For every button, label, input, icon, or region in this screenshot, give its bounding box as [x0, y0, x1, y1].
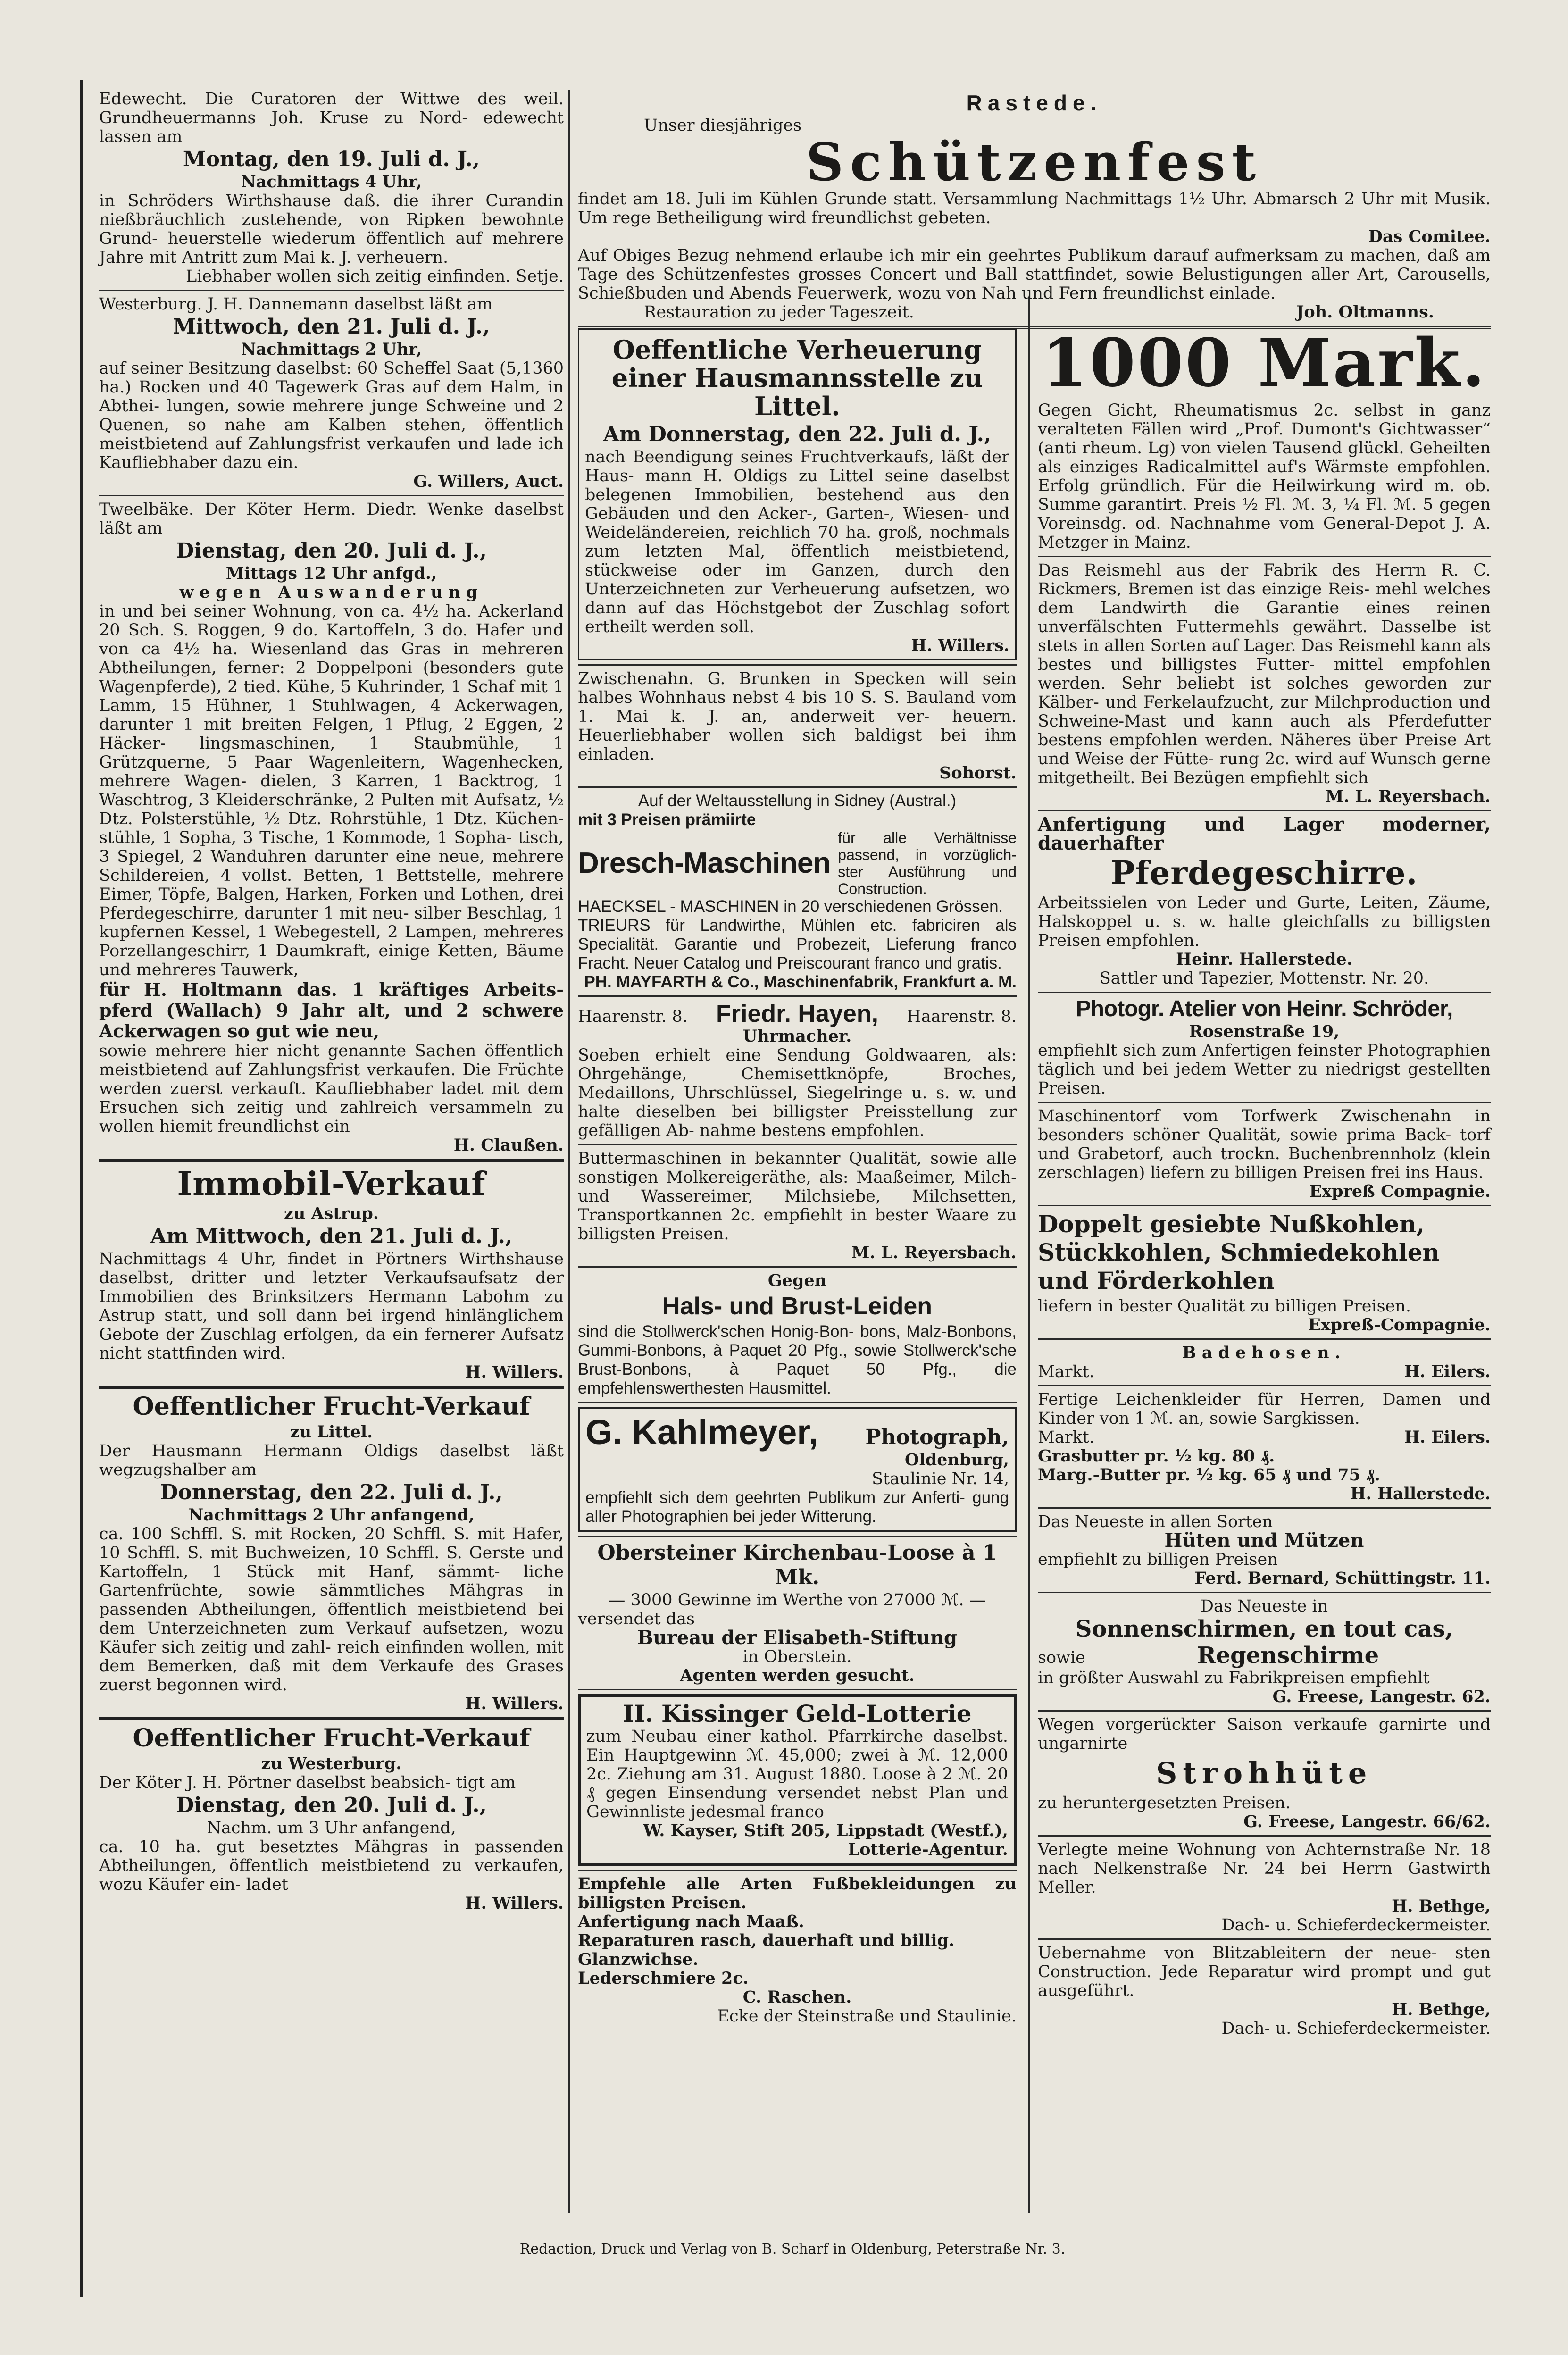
ad-signature: H. Bethge,	[1392, 2000, 1491, 2019]
ad-pferdegeschirre	[1038, 815, 1491, 988]
ad-line: Regenschirme	[1197, 1642, 1379, 1669]
ad-body: ca. 10 ha. gut besetztes Mähgras in passenden Abtheilungen, öffentlich meistbietend zu verkaufen, wozu Käufer ein- ladet	[99, 1837, 564, 1894]
newspaper-page	[90, 90, 1495, 2283]
ad-edewecht	[99, 90, 564, 286]
ad-immobil-verkauf	[99, 1166, 564, 1382]
ad-pre: Gegen	[767, 1271, 827, 1290]
divider	[1038, 1710, 1491, 1712]
ad-line: Auf der Weltausstellung in Sidney (Austral.)	[638, 792, 957, 810]
ad-date: Am Mittwoch, den 21. Juli d. J.,	[150, 1224, 513, 1248]
ad-title: Oeffentlicher Frucht-Verkauf	[133, 1392, 530, 1421]
ad-time: Nachmittags 2 Uhr anfangend,	[188, 1505, 475, 1525]
divider	[578, 995, 1017, 997]
ad-line: TRIEURS für Landwirthe, Mühlen etc. fabriciren als Specialität. Garantie und Probezeit, Lieferung franco Fracht. Neuer Catalog und Preiscourant franco und gratis.	[578, 916, 1017, 972]
ad-buttermaschinen	[578, 1149, 1017, 1262]
divider	[578, 1144, 1017, 1145]
ad-line: mit 3 Preisen prämiirte	[578, 810, 756, 829]
ad-place: Markt.	[1038, 1362, 1094, 1381]
ad-line: empfiehlt zu billigen Preisen	[1038, 1550, 1278, 1569]
ad-line: Das Neueste in	[1200, 1597, 1328, 1616]
ad-line: Hüten und Mützen	[1164, 1529, 1364, 1552]
ad-body: empfiehlt sich zum Anfertigen feinster Photographien täglich und bei jedem Wetter zu niedrigst gestellten Preisen.	[1038, 1041, 1491, 1098]
ad-title: Obersteiner Kirchenbau-Loose à 1 Mk.	[597, 1541, 997, 1589]
ad-name: G. Kahlmeyer,	[585, 1412, 818, 1452]
divider	[1038, 1835, 1491, 1837]
ad-line: Marg.-Butter pr. ½ kg. 65 ₰ und 75 ₰.	[1038, 1465, 1380, 1485]
ad-date: Am Donnerstag, den 22. Juli d. J.,	[603, 422, 992, 446]
ad-body: Buttermaschinen in bekannter Qualität, sowie alle sonstigen Molkereigeräthe, als: Maaßeimer, Milch- und Wassereimer, Milchsiebe, Milchsetten, Transportkannen 2c. empfiehlt in bester Waare zu billigsten Preisen.	[578, 1149, 1017, 1244]
ad-title: Badehosen.	[1182, 1343, 1346, 1362]
ad-time: Mittags 12 Uhr anfgd.,	[225, 564, 437, 583]
ad-date: Montag, den 19. Juli d. J.,	[183, 147, 480, 171]
ad-footer-row	[1038, 1362, 1491, 1381]
ad-leichenkleider	[1038, 1390, 1491, 1447]
ad-butter	[1038, 1447, 1491, 1503]
ad-body: Fertige Leichenkleider für Herren, Damen und Kinder von 1 ℳ. an, sowie Sargkissen.	[1038, 1390, 1491, 1428]
ad-date: Dienstag, den 20. Juli d. J.,	[176, 1793, 487, 1817]
divider	[1038, 992, 1491, 993]
ad-zwischenahn	[578, 669, 1017, 783]
ad-line: Wegen vorgerückter Saison verkaufe garnirte und ungarnirte	[1038, 1715, 1491, 1753]
ad-title: Dresch-Maschinen	[578, 847, 831, 879]
ad-address: Haarenstr. 8.	[907, 1007, 1017, 1026]
divider	[578, 1689, 1017, 1690]
ad-body: Maschinentorf vom Torfwerk Zwischenahn in besonders schöner Qualität, sowie prima Back- torf und Grabetorf, auch trockn. Buchenbrennholz (klein zerschlagen) liefern zu billigen Preisen frei ins Haus.	[1038, 1107, 1491, 1182]
ad-signature: H. Bethge,	[1392, 1896, 1491, 1916]
ad-job: Uhrmacher.	[742, 1027, 852, 1046]
ad-title: Pferdegeschirre.	[1110, 854, 1418, 892]
ad-signature: G. Freese, Langestr. 66/62.	[1243, 1812, 1491, 1831]
ad-signature: M. L. Reyersbach.	[851, 1243, 1017, 1262]
ad-kissinger-lotterie	[578, 1694, 1017, 1866]
ad-signature: W. Kayser, Stift 205, Lippstadt (Westf.), Lotterie-Agentur.	[643, 1821, 1008, 1859]
ad-street: Staulinie Nr. 14,	[872, 1470, 1009, 1488]
ad-body: in und bei seiner Wohnung, von ca. 4½ ha. Ackerland 20 Sch. S. Roggen, 9 do. Kartoffeln, 3 do. Hafer und von ca 4½ ha. Wiesenland das Gras in mehreren Abtheilungen, ferner: 2 Doppelponi (besonders gute Wagenpferde), 2 tied. Kühe, 5 Kuhrinder, 1 Schaf mit 1 Lamm, 15 Hühner, 1 Stuhlwagen, 4 Ackerwagen, darunter 1 mit breiten Felgen, 1 Pflug, 2 Eggen, 2 Häcker- lingsmaschinen, 1 Staubmühle, 1 Grützquerne, 5 Paar Wagenleitern, Wagenhecken, mehrere Wagen- dielen, 3 Karren, 1 Backtrog, 1 Waschtrog, 3 Kleiderschränke, 2 Pulten mit Aufsatz, ½ Dtz. Polsterstühle, ½ Dtz. Rohrstühle, 1 Dtz. Küchen- stühle, 1 Sopha, 3 Tische, 1 Kommode, 1 Sopha- tisch, 3 Spiegel, 2 Wanduhren darunter eine neue, mehrere Schildereien, 4 vollst. Betten, 1 Bettstelle, mehrere Eimer, Töpfe, Balgen, Harken, Forken und Lothen, drei Pferdegeschirre, darunter 1 mit neu- silber Beschlag, 1 kupfernen Kessel, 1 Webegestell, 2 Lampen, mehreres Porzellangeschirr, 1 Daumkraft, einige Ketten, Bäume und mehreres Tauwerk,	[99, 602, 564, 979]
ad-signature: PH. MAYFARTH & Co., Maschinenfabrik, Frankfurt a. M.	[584, 973, 1017, 991]
ad-body: Auf Obiges Bezug nehmend erlaube ich mir ein geehrtes Publikum darauf aufmerksam zu machen, daß am Tage des Schützenfestes grosses Concert und Ball stattfindet, sowie Belustigungen aller Art, Carousells, Schießbuden und Abends Feuerwerk, wozu von Nah und Fern freundlichst einlade.	[578, 246, 1491, 303]
ad-head: Der Hausmann Hermann Oldigs daselbst läßt wegzugshalber am	[99, 1442, 564, 1479]
ad-signature: H. Eilers.	[1404, 1362, 1491, 1381]
ad-line: Lederschmiere 2c.	[578, 1969, 749, 1988]
ad-1000-mark	[1038, 326, 1491, 552]
ad-row	[1038, 1642, 1491, 1669]
ad-body: Soeben erhielt eine Sendung Goldwaaren, als: Ohrgehänge, Chemisettknöpfe, Broches, Medaillons, Uhrschlüssel, Siegelringe u. s. w. und halte dieselben bei billigster Preisstellung zur gefälligen Ab- nahme bestens empfohlen.	[578, 1046, 1017, 1140]
ad-signature: Sohorst.	[939, 763, 1017, 783]
ad-frucht-verkauf-westerburg	[99, 1724, 564, 1913]
divider	[1038, 1385, 1491, 1386]
ad-line: zu heruntergesetzten Preisen.	[1038, 1794, 1291, 1812]
ad-footer-row	[1038, 1428, 1491, 1447]
ad-title: Doppelt gesiebte Nußkohlen, Stückkohlen, Schmiedekohlen und Förderkohlen	[1038, 1210, 1440, 1294]
ad-title: Hals- und Brust-Leiden	[662, 1293, 933, 1320]
ad-kahlmeyer	[578, 1407, 1017, 1532]
ad-side: für alle Verhältnisse passend, in vorzüglich- ster Ausführung und Construction.	[838, 829, 1017, 897]
ad-signature: Expreß Compagnie.	[1309, 1182, 1491, 1201]
ad-title: Photogr. Atelier von Heinr. Schröder,	[1076, 996, 1453, 1021]
divider	[99, 495, 564, 496]
ad-time: Nachm. um 3 Uhr anfangend,	[207, 1819, 456, 1837]
ad-title: Strohhüte	[1156, 1756, 1373, 1790]
ad-signature: H. Claußen.	[453, 1136, 564, 1155]
column-left	[99, 90, 564, 1913]
ad-signature: Liebhaber wollen sich zeitig einfinden. Setje.	[186, 267, 564, 286]
divider	[1038, 556, 1491, 557]
ad-title: Oeffentlicher Frucht-Verkauf	[133, 1724, 530, 1753]
ad-verheuerung-littel	[578, 328, 1017, 660]
column-rule	[568, 90, 570, 2213]
column-middle	[578, 326, 1017, 2026]
divider	[99, 290, 564, 291]
ad-title: Oeffentliche Verheuerung einer Hausmannsstelle zu Littel.	[611, 334, 983, 421]
ad-title: II. Kissinger Geld-Lotterie	[623, 1700, 972, 1728]
divider	[99, 1159, 564, 1162]
divider	[1038, 1205, 1491, 1206]
ad-restauration: Restauration zu jeder Tageszeit.	[644, 303, 914, 322]
divider	[578, 1266, 1017, 1268]
ad-signature: M. L. Reyersbach.	[1325, 787, 1491, 806]
ad-body: empfiehlt sich dem geehrten Publikum zur Anferti- gung aller Photographien bei jeder Witterung.	[585, 1488, 1009, 1526]
ad-header-row	[585, 1412, 1009, 1488]
ad-kohlen	[1038, 1210, 1491, 1335]
ad-line: in größter Auswahl zu Fabrikpreisen empfiehlt	[1038, 1669, 1430, 1687]
divider	[578, 1402, 1017, 1403]
ad-place: Markt.	[1038, 1428, 1094, 1447]
ad-place: Rastede.	[966, 91, 1102, 115]
ad-time: Nachmittags 4 Uhr,	[241, 172, 422, 192]
ad-tail: sowie mehrere hier nicht genannte Sachen öffentlich meistbietend auf Zahlungsfrist verkaufen. Die Früchte werden zuerst verkauft. Kaufliebhaber ladet mit dem Ersuchen sich zeitig und zahlreich versammeln zu wollen hiemit freundlichst ein	[99, 1042, 564, 1136]
ad-highlight: für H. Holtmann das. 1 kräftiges Arbeits- pferd (Wallach) 9 Jahr alt, und 2 schwere Ackerwagen so gut wie neu,	[99, 979, 564, 1042]
ad-line: — 3000 Gewinne im Werthe von 27000 ℳ. —	[609, 1591, 986, 1610]
ad-raschen	[578, 1875, 1017, 2026]
ad-place: zu Astrup.	[284, 1204, 379, 1223]
ad-frucht-verkauf-littel	[99, 1393, 564, 1713]
ad-line: Bureau der Elisabeth-Stiftung	[637, 1627, 958, 1649]
divider	[1038, 1102, 1491, 1103]
divider	[578, 664, 1017, 666]
ad-title: 1000 Mark.	[1042, 325, 1487, 402]
ad-signature: Expreß-Compagnie.	[1308, 1315, 1491, 1335]
ad-address: Ecke der Steinstraße und Staulinie.	[717, 2007, 1017, 2026]
ad-line: in Oberstein.	[742, 1647, 852, 1666]
ad-line: versendet das	[578, 1610, 695, 1628]
divider	[1038, 1592, 1491, 1593]
ad-footer-row	[578, 303, 1491, 322]
ad-head: Der Köter J. H. Pörtner daselbst beabsich- tigt am	[99, 1773, 516, 1792]
ad-title: Immobil-Verkauf	[177, 1165, 486, 1203]
ad-header-row	[578, 1001, 1017, 1027]
ad-body: Nachmittags 4 Uhr, findet in Pörtners Wirthshause daselbst, dritter und letzter Verkaufsaufsatz der Immobilien des Brinksitzers Hermann Labohm zu Astrup statt, und soll dann bei irgend hinlänglichem Gebote der Zuschlag erfolgen, da ein fernerer Aufsatz nicht stattfinden wird.	[99, 1250, 564, 1363]
ad-date: Mittwoch, den 21. Juli d. J.,	[173, 315, 490, 339]
ad-body: sind die Stollwerck'schen Honig-Bon- bons, Malz-Bonbons, Gummi-Bonbons, à Paquet 20 Pfg., sowie Stollwerck'sche Brust-Bonbons, à Paquet 50 Pfg., die empfehlenswerthesten Hausmittel.	[578, 1322, 1017, 1397]
ad-address: Sattler und Tapezier, Mottenstr. Nr. 20.	[1099, 969, 1429, 988]
ad-signature: H. Willers.	[465, 1694, 564, 1713]
ad-rastede-schuetzenfest	[578, 90, 1491, 334]
ad-obersteiner-loose	[578, 1541, 1017, 1685]
ad-place: zu Littel.	[290, 1422, 373, 1442]
ad-strohhuete	[1038, 1715, 1491, 1831]
ad-signature: Ferd. Bernard, Schüttingstr. 11.	[1194, 1569, 1491, 1588]
ad-schirme	[1038, 1597, 1491, 1706]
ad-line: HAECKSEL - MASCHINEN in 20 verschiedenen Grössen.	[578, 897, 1003, 916]
divider	[1038, 1938, 1491, 1940]
divider	[1038, 1507, 1491, 1509]
ad-intro: Unser diesjähriges	[644, 116, 802, 135]
ad-signature: G. Freese, Langestr. 62.	[1272, 1687, 1491, 1706]
divider	[578, 1536, 1017, 1537]
ad-text: Edewecht. Die Curatoren der Wittwe des weil. Grundheuermanns Joh. Kruse zu Nord- edewecht lassen am	[99, 90, 564, 146]
ad-city: Oldenburg,	[905, 1450, 1009, 1470]
ad-signature: Das Comitee.	[1368, 227, 1491, 246]
ad-date: Dienstag, den 20. Juli d. J.,	[176, 539, 487, 563]
ad-schroeder-atelier	[1038, 997, 1491, 1098]
ad-stollwerck	[578, 1271, 1017, 1398]
ad-job: Dach- u. Schieferdeckermeister.	[1221, 1916, 1491, 1935]
ad-westerburg	[99, 295, 564, 491]
ad-body: ca. 100 Schffl. S. mit Rocken, 20 Schffl. S. mit Hafer, 10 Schffl. S. mit Buchweizen, 10 Schffl. S. Gerste und Kartoffeln, 1 Stück mit Hanf, sämmt- liche Gartenfrüchte, sowie sämmtliches Mähgras in passenden Abtheilungen, öffentlich meistbietend bei dem Unterzeichneten zum Verkauf aufsetzen, wozu Käufer sich zeitig und zahl- reich einfinden wollen, mit dem Bemerken, daß mit dem Verkaufe des Grases zuerst begonnen wird.	[99, 1525, 564, 1695]
ad-bethge-blitzableiter	[1038, 1944, 1491, 2038]
ad-job: Photograph,	[865, 1425, 1009, 1449]
ad-signature: H. Willers.	[465, 1362, 564, 1382]
ad-line: Agenten werden gesucht.	[680, 1666, 915, 1685]
ad-body: Das Reismehl aus der Fabrik des Herrn R. C. Rickmers, Bremen ist das einzige Reis- mehl welches dem Landwirth die Garantie eines reinen unverfälschten Futtermehls gewährt. Dasselbe ist stets in allen Sorten auf Lager. Das Reismehl kann als bestes und billigstes Futter- mittel empfohlen werden. Sehr beliebt ist solches geworden zur Kälber- und Ferkelaufzucht, zur Milchproduction und Schweine-Mast und kann auch als Pferdefutter bestens empfohlen werden. Näheres über Preise Art und Weise der Fütte- rung 2c. wird auf Wunsch gerne mitgetheilt. Bei Bezügen empfiehlt sich	[1038, 561, 1491, 787]
column-rule	[1028, 297, 1030, 2213]
ad-line: Empfehle alle Arten Fußbekleidungen zu billigsten Preisen.	[578, 1874, 1017, 1912]
ad-maschinentorf	[1038, 1107, 1491, 1201]
ad-body: auf seiner Besitzung daselbst: 60 Scheffel Saat (5,1360 ha.) Rocken und 40 Tagewerk Gras auf dem Halm, in Abthei- lungen, sowie mehrere junge Schweine und 2 Quenen, so nahe am Kalben stehen, öffentlich meistbietend auf Zahlungsfrist verkaufen und lade ich Kaufliebhaber dazu ein.	[99, 359, 564, 472]
ad-signature: H. Willers.	[911, 636, 1009, 655]
ad-body: liefern in bester Qualität zu billigen Preisen.	[1038, 1297, 1411, 1316]
divider	[578, 786, 1017, 788]
ad-badehosen	[1038, 1344, 1491, 1381]
ad-line: Anfertigung nach Maaß.	[578, 1912, 804, 1931]
ad-time: Nachmittags 2 Uhr,	[241, 340, 422, 359]
ad-date: Donnerstag, den 22. Juli d. J.,	[160, 1480, 503, 1504]
ad-body: in Schröders Wirthshause daß. die ihrer Curandin nießbräuchlich zustehende, von Ripken bewohnte Grund- heuerstelle wiederum öffentlich auf mehrere Jahre mit Antritt zum Mai k. J. verheuern.	[99, 192, 564, 267]
ad-signature: Heinr. Hallerstede.	[1176, 950, 1352, 969]
ad-bethge-wohnung	[1038, 1840, 1491, 1935]
ad-signature: H. Eilers.	[1404, 1428, 1491, 1447]
ad-body: Verlegte meine Wohnung von Achternstraße Nr. 18 nach Nelkenstraße Nr. 24 bei Herrn Gastwirth Meller.	[1038, 1840, 1491, 1897]
ad-line: Das Neueste in allen Sorten	[1038, 1512, 1273, 1531]
column-right	[1038, 326, 1491, 2038]
ad-head: Westerburg. J. H. Dannemann daselbst läßt am	[99, 295, 493, 314]
ad-tweelbaeke	[99, 500, 564, 1155]
ad-hueten-muetzen	[1038, 1512, 1491, 1588]
ad-line: Grasbutter pr. ½ kg. 80 ₰.	[1038, 1446, 1275, 1466]
ad-body: Gegen Gicht, Rheumatismus 2c. selbst in ganz veralteten Fällen wird „Prof. Dumont's Gichtwasser“ (anti rheum. Lg) von vielen Tausend glückl. Geheilten als einziges Radicalmittel auf's Wärmste empfohlen. Erfolg gründlich. Für die Heilwirkung wird m. ob. Summe garantirt. Preis ½ Fl. ℳ. 3, ¼ Fl. ℳ. 5 gegen Voreinsdg. od. Nachnahme vom General-Depot J. A. Metzger in Mainz.	[1038, 401, 1491, 552]
divider	[99, 1386, 564, 1389]
ad-street: Rosenstraße 19,	[1189, 1022, 1340, 1041]
ad-address: Haarenstr. 8.	[578, 1007, 688, 1026]
divider	[1038, 1338, 1491, 1340]
ad-body: Zwischenahn. G. Brunken in Specken will sein halbes Wohnhaus nebst 4 bis 10 S. S. Bauland vom 1. Mai k. J. an, anderweit ver- heuern. Heuerliebhaber wollen sich baldigst bei ihm einladen.	[578, 669, 1017, 764]
ad-head: Anfertigung und Lager moderner, dauerhafter	[1038, 813, 1491, 854]
ad-line: Reparaturen rasch, dauerhaft und billig.	[578, 1931, 955, 1950]
ad-body: Arbeitssielen von Leder und Gurte, Leiten, Zäume, Halskoppel u. s. w. halte gleichfalls zu billigsten Preisen empfohlen.	[1038, 894, 1491, 950]
ad-dresch-maschinen	[578, 792, 1017, 992]
ad-signature: C. Raschen.	[742, 1988, 852, 2007]
ad-reason: wegen Auswanderung	[179, 583, 484, 602]
ad-head: Tweelbäke. Der Köter Herm. Diedr. Wenke daselbst läßt am	[99, 500, 564, 538]
ad-body: nach Beendigung seines Fruchtverkaufs, läßt der Haus- mann H. Oldigs zu Littel seine daselbst belegenen Immobilien, bestehend aus den Gebäuden und den Acker-, Garten-, Wiesen- und Weideländereien, reichlich 70 ha. groß, nochmals zum letzten Mal, öffentlich meistbietend, stückweise oder im Ganzen, durch den Unterzeichneten zur Verheuerung aufsetzen, wo dann auf das Höchstgebot der Zuschlag sofort ertheilt werden soll.	[585, 448, 1009, 636]
ad-signature: Joh. Oltmanns.	[1296, 302, 1434, 322]
divider	[578, 1870, 1017, 1871]
ad-body: zum Neubau einer kathol. Pfarrkirche daselbst. Ein Hauptgewinn ℳ. 45,000; zwei à ℳ. 12,000 2c. Ziehung am 31. August 1880. Loose à 2 ℳ. 20 ₰ gegen Einsendung versendet nebst Plan und Gewinnliste jedesmal franco	[586, 1727, 1008, 1821]
ad-hayen	[578, 1001, 1017, 1140]
ad-signature: H. Willers.	[465, 1894, 564, 1913]
ad-line: Sonnenschirmen, en tout cas,	[1075, 1616, 1453, 1642]
ad-name: Friedr. Hayen,	[716, 1000, 878, 1027]
ad-signature: G. Willers, Auct.	[413, 472, 564, 491]
ad-pre: sowie	[1038, 1648, 1085, 1667]
ad-body: findet am 18. Juli im Kühlen Grunde statt. Versammlung Nachmittags 1½ Uhr. Abmarsch 2 Uhr mit Musik. Um rege Betheiligung wird freundlichst gebeten.	[578, 190, 1491, 227]
imprint-footer: Redaction, Druck und Verlag von B. Scharf in Oldenburg, Peterstraße Nr. 3.	[519, 2241, 1066, 2257]
divider	[1038, 810, 1491, 811]
ad-title: Schützenfest	[806, 132, 1263, 192]
ad-place: zu Westerburg.	[261, 1754, 402, 1773]
ad-reismehl	[1038, 561, 1491, 806]
ad-body: Uebernahme von Blitzableitern der neue- sten Construction. Jede Reparatur wird prompt und gut ausgeführt.	[1038, 1944, 1491, 2000]
divider	[99, 1717, 564, 1720]
ad-job: Dach- u. Schieferdeckermeister.	[1221, 2019, 1491, 2038]
ad-line: Glanzwichse.	[578, 1950, 699, 1969]
ad-signature: H. Hallerstede.	[1350, 1484, 1491, 1503]
